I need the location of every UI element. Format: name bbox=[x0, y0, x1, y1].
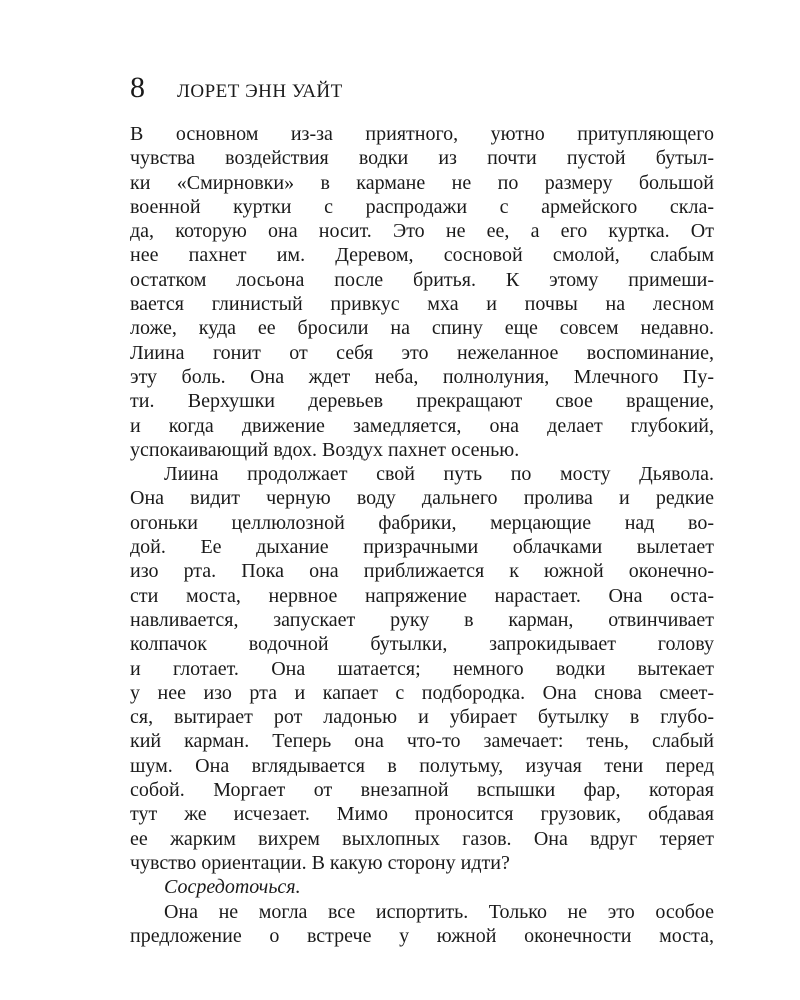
text-line: Она не могла все испортить. Только не это особое bbox=[164, 900, 714, 923]
text-line: военной куртки с распродажи с армейского скла- bbox=[130, 195, 714, 218]
text-line: ти. Верхушки деревьев прекращают свое вращение, bbox=[130, 390, 714, 413]
text-line: шум. Она вглядывается в полутьму, изучая тени перед bbox=[130, 754, 714, 777]
text-line: изо рта. Пока она приближается к южной оконечно- bbox=[130, 560, 714, 583]
text-line: предложение о встрече у южной оконечности моста, bbox=[130, 924, 714, 947]
text-line: навливается, запускает руку в карман, отвинчивает bbox=[130, 608, 714, 631]
italic-text-line: Сосредоточься. bbox=[164, 876, 301, 899]
text-line: сти моста, нервное напряжение нарастает. Она оста- bbox=[130, 584, 714, 607]
text-line: успокаивающий вдох. Воздух пахнет осенью. bbox=[130, 438, 520, 461]
book-page bbox=[130, 68, 714, 948]
text-line: остатком лосьона после бритья. К этому примеши- bbox=[130, 268, 714, 291]
text-line: колпачок водочной бутылки, запрокидывает голову bbox=[130, 633, 714, 656]
body-text bbox=[130, 122, 714, 948]
page-number: 8 bbox=[130, 71, 145, 104]
text-line: ее жарким вихрем выхлопных газов. Она вдруг теряет bbox=[130, 827, 714, 850]
text-line: нее пахнет им. Деревом, сосновой смолой, слабым bbox=[130, 244, 714, 267]
text-line: у нее изо рта и капает с подбородка. Она снова смеет- bbox=[130, 681, 714, 704]
text-line: и когда движение замедляется, она делает глубокий, bbox=[130, 414, 714, 437]
text-line: В основном из-за приятного, уютно притупляющего bbox=[130, 123, 714, 145]
text-line: Лиина гонит от себя это нежеланное воспоминание, bbox=[130, 341, 714, 364]
text-line: и глотает. Она шатается; немного водки вытекает bbox=[130, 657, 714, 680]
text-line: да, которую она носит. Это не ее, а его куртка. От bbox=[130, 220, 714, 243]
text-line: ся, вытирает рот ладонью и убирает бутылку в глубо- bbox=[130, 706, 714, 729]
running-head bbox=[130, 68, 714, 108]
text-line: чувство ориентации. В какую сторону идти? bbox=[130, 851, 510, 874]
text-line: Лиина продолжает свой путь по мосту Дьявола. bbox=[164, 463, 714, 486]
text-line: дой. Ее дыхание призрачными облачками вылетает bbox=[130, 536, 714, 559]
text-line: собой. Моргает от внезапной вспышки фар, которая bbox=[130, 779, 714, 802]
text-line: тут же исчезает. Мимо проносится грузовик, обдавая bbox=[130, 803, 714, 826]
text-line: Она видит черную воду дальнего пролива и редкие bbox=[130, 487, 714, 510]
text-line: эту боль. Она ждет неба, полнолуния, Млечного Пу- bbox=[130, 365, 714, 388]
text-line: вается глинистый привкус мха и почвы на лесном bbox=[130, 293, 714, 316]
text-line: ки «Смирновки» в кармане не по размеру большой bbox=[130, 171, 714, 194]
text-line: огоньки целлюлозной фабрики, мерцающие над во- bbox=[130, 511, 714, 534]
author-name: ЛОРЕТ ЭНН УАЙТ bbox=[177, 81, 343, 102]
text-line: ложе, куда ее бросили на спину еще совсем недавно. bbox=[130, 317, 714, 340]
text-line: чувства воздействия водки из почти пустой бутыл- bbox=[130, 147, 714, 170]
text-line: кий карман. Теперь она что-то замечает: тень, слабый bbox=[130, 730, 714, 753]
